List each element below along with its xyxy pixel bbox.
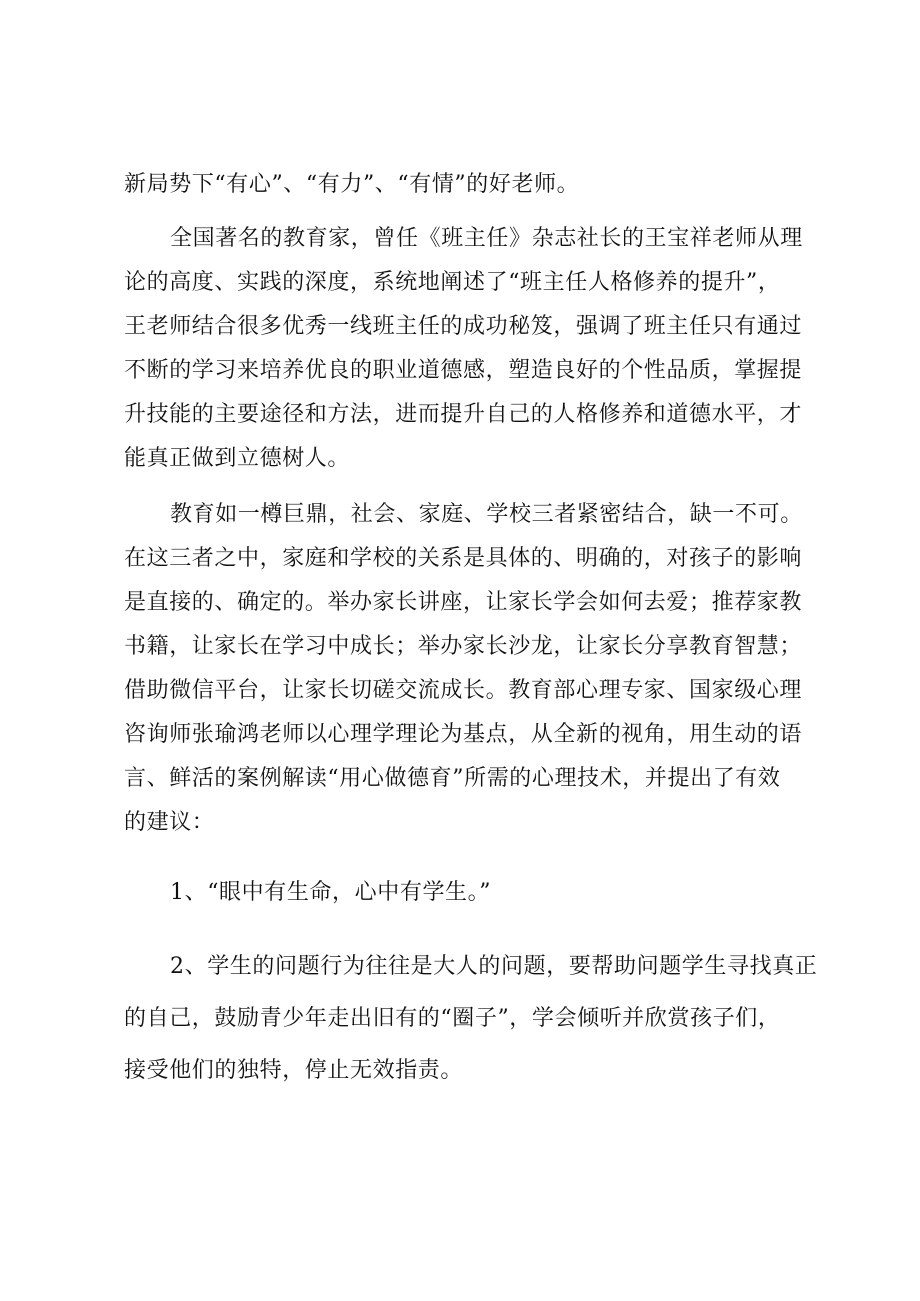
paragraph-line: 咨询师张瑜鸿老师以心理学理论为基点，从全新的视角，用生动的语 [124, 722, 803, 747]
paragraph-1 [124, 217, 824, 481]
paragraph-line: 不断的学习来培养优良的职业道德感，塑造良好的个性品质，掌握提 [124, 358, 803, 383]
paragraph-line: 论的高度、实践的深度，系统地阐述了“班主任人格修养的提升”， [124, 270, 781, 295]
paragraph-line: 在这三者之中，家庭和学校的关系是具体的、明确的，对孩子的影响 [124, 546, 803, 571]
list-item-1: 1、“眼中有生命，心中有学生。” [170, 880, 492, 905]
paragraph-line: 教育如一樽巨鼎，社会、家庭、学校三者紧密结合，缺一不可。 [170, 502, 803, 527]
paragraph-2 [124, 493, 824, 845]
paragraph-line: 是直接的、确定的。举办家长讲座，让家长学会如何去爱；推荐家教 [124, 590, 803, 615]
paragraph-line: 的建议： [124, 810, 215, 835]
paragraph-line: 能真正做到立德树人。 [124, 446, 351, 471]
paragraph-line: 的自己，鼓励青少年走出旧有的“圈子”，学会倾听并欣赏孩子们， [124, 1006, 781, 1031]
paragraph-line: 升技能的主要途径和方法，进而提升自己的人格修养和道德水平，才 [124, 402, 803, 427]
list-item-2 [124, 941, 824, 1097]
document-body [124, 163, 824, 1097]
paragraph-line: 2、学生的问题行为往往是大人的问题，要帮助问题学生寻找真正 [170, 954, 818, 979]
paragraph-line: 书籍，让家长在学习中成长；举办家长沙龙，让家长分享教育智慧； [124, 634, 803, 659]
paragraph-line: 借助微信平台，让家长切磋交流成长。教育部心理专家、国家级心理 [124, 678, 803, 703]
paragraph-line: 全国著名的教育家，曾任《班主任》杂志社长的王宝祥老师从理 [170, 226, 803, 251]
paragraph-line: 王老师结合很多优秀一线班主任的成功秘笈，强调了班主任只有通过 [124, 314, 803, 339]
paragraph-line: 接受他们的独特，停止无效指责。 [124, 1058, 464, 1083]
paragraph-line: 言、鲜活的案例解读“用心做德育”所需的心理技术，并提出了有效 [124, 766, 781, 791]
lead-line: 新局势下“有心”、“有力”、“有情”的好老师。 [124, 172, 580, 197]
